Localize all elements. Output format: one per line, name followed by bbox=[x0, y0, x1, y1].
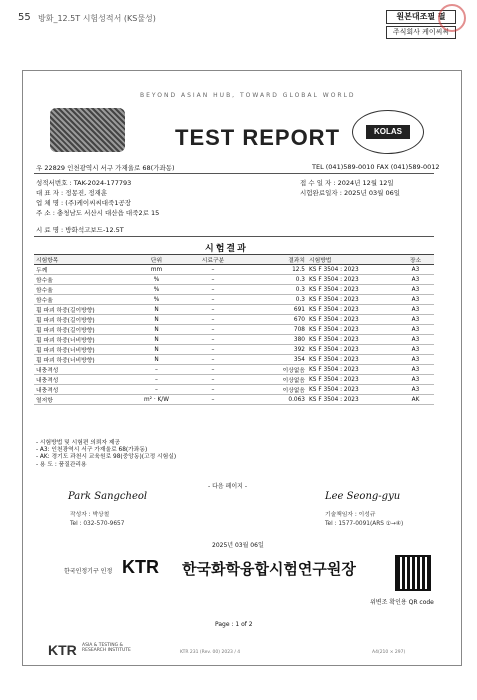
cell-result: 이상없음 bbox=[241, 375, 307, 385]
cell-sample: – bbox=[185, 335, 241, 345]
cell-method: KS F 3504 : 2023 bbox=[307, 375, 397, 385]
page-indicator: Page : 1 of 2 bbox=[215, 621, 253, 628]
cell-result: 380 bbox=[241, 335, 307, 345]
note-line: - 용 도 : 품질관리용 bbox=[36, 461, 87, 468]
column-header: 시험항목 bbox=[34, 255, 128, 265]
cell-result: 392 bbox=[241, 345, 307, 355]
note-line: - A3: 인천광역시 서구 가재울로 68(가좌동) bbox=[36, 447, 148, 454]
table-row bbox=[34, 335, 434, 345]
results-title: 시험결과 bbox=[205, 244, 248, 254]
cell-result: 708 bbox=[241, 325, 307, 335]
cell-unit: N bbox=[128, 335, 185, 345]
cell-place: AK bbox=[397, 395, 434, 405]
qr-code-icon[interactable] bbox=[395, 555, 431, 591]
cell-item: 함수율 bbox=[34, 285, 128, 295]
cell-place: A3 bbox=[397, 315, 434, 325]
cell-method: KS F 3504 : 2023 bbox=[307, 295, 397, 305]
cell-method: KS F 3504 : 2023 bbox=[307, 275, 397, 285]
author-name: 작성자 : 박상철 bbox=[70, 512, 110, 518]
cell-item: 휨 파괴 하중(너비방향) bbox=[34, 335, 128, 345]
cell-item: 내충격성 bbox=[34, 365, 128, 375]
cell-unit: – bbox=[128, 375, 185, 385]
author-tel: Tel : 032-570-9657 bbox=[70, 521, 125, 527]
table-header-row bbox=[34, 255, 434, 265]
note-line: - 시험방법 및 시험편 의뢰자 제공 bbox=[36, 440, 121, 446]
cell-result: 이상없음 bbox=[241, 365, 307, 375]
cell-sample: – bbox=[185, 315, 241, 325]
qr-caption: 위변조 확인용 QR code bbox=[370, 599, 434, 606]
completed-date: 시험완료일자 : 2025년 03월 06일 bbox=[300, 189, 401, 197]
cell-result: 0.3 bbox=[241, 295, 307, 305]
cell-item: 휨 파괴 하중(길이방향) bbox=[34, 305, 128, 315]
cell-place: A3 bbox=[397, 325, 434, 335]
document-title: 방화_12.5T 시험성적서 (KS물성) bbox=[38, 14, 156, 23]
stamp-line-1: 원본대조필 필 bbox=[386, 10, 456, 24]
security-pattern-icon bbox=[50, 108, 125, 152]
divider bbox=[34, 173, 434, 174]
cell-result: 0.063 bbox=[241, 395, 307, 405]
table-row bbox=[34, 345, 434, 355]
cell-result: 이상없음 bbox=[241, 385, 307, 395]
cell-sample: – bbox=[185, 395, 241, 405]
cell-place: A3 bbox=[397, 355, 434, 365]
results-table bbox=[34, 254, 434, 405]
received-date: 접 수 일 자 : 2024년 12월 12일 bbox=[300, 179, 394, 187]
cell-unit: N bbox=[128, 325, 185, 335]
table-row bbox=[34, 295, 434, 305]
cell-item: 휨 파괴 하중(너비방향) bbox=[34, 345, 128, 355]
cell-method: KS F 3504 : 2023 bbox=[307, 345, 397, 355]
cell-sample: – bbox=[185, 265, 241, 275]
cell-unit: N bbox=[128, 345, 185, 355]
cell-item: 휨 파괴 하중(길이방향) bbox=[34, 315, 128, 325]
table-row bbox=[34, 385, 434, 395]
cell-place: A3 bbox=[397, 285, 434, 295]
cell-method: KS F 3504 : 2023 bbox=[307, 335, 397, 345]
cell-method: KS F 3504 : 2023 bbox=[307, 395, 397, 405]
table-row bbox=[34, 355, 434, 365]
cell-sample: – bbox=[185, 365, 241, 375]
table-row bbox=[34, 395, 434, 405]
cell-place: A3 bbox=[397, 295, 434, 305]
institute-name: 한국화학융합시험연구원장 bbox=[182, 560, 356, 578]
cell-unit: N bbox=[128, 355, 185, 365]
cell-item: 열저항 bbox=[34, 395, 128, 405]
cell-sample: – bbox=[185, 375, 241, 385]
cell-unit: – bbox=[128, 385, 185, 395]
cell-unit: N bbox=[128, 315, 185, 325]
cell-result: 354 bbox=[241, 355, 307, 365]
report-title: TEST REPORT bbox=[175, 125, 341, 150]
page-header bbox=[0, 0, 477, 38]
cell-method: KS F 3504 : 2023 bbox=[307, 355, 397, 365]
cell-unit: % bbox=[128, 285, 185, 295]
footer-sub-line: ASIA & TESTING & bbox=[82, 643, 124, 648]
next-page-label: - 다음 페이지 - bbox=[208, 483, 248, 490]
cell-method: KS F 3504 : 2023 bbox=[307, 265, 397, 275]
footer-subtitle bbox=[82, 643, 131, 653]
divider bbox=[34, 236, 434, 237]
cell-place: A3 bbox=[397, 275, 434, 285]
cell-result: 0.3 bbox=[241, 285, 307, 295]
cell-sample: – bbox=[185, 275, 241, 285]
lab-address: 우 22829 인천광역시 서구 가재울로 68(가좌동) bbox=[36, 164, 175, 172]
footer-sub-line: RESEARCH INSTITUTE bbox=[82, 648, 131, 653]
column-header: 시험방법 bbox=[307, 255, 397, 265]
sample-name: 시 료 명 : 방화석고보드-12.5T bbox=[36, 226, 124, 234]
cell-method: KS F 3504 : 2023 bbox=[307, 365, 397, 375]
cell-place: A3 bbox=[397, 305, 434, 315]
cell-place: A3 bbox=[397, 345, 434, 355]
table-row bbox=[34, 315, 434, 325]
footer-form-code: KTR 231 (Rev. 00) 2023 / 4 bbox=[180, 650, 241, 655]
manager-signature: Lee Seong-gyu bbox=[325, 491, 401, 502]
cell-result: 12.5 bbox=[241, 265, 307, 275]
cell-item: 함수율 bbox=[34, 275, 128, 285]
cell-place: A3 bbox=[397, 365, 434, 375]
cell-result: 670 bbox=[241, 315, 307, 325]
table-row bbox=[34, 305, 434, 315]
cell-result: 691 bbox=[241, 305, 307, 315]
column-header: 단위 bbox=[128, 255, 185, 265]
cell-item: 휨 파괴 하중(길이방향) bbox=[34, 325, 128, 335]
table-row bbox=[34, 365, 434, 375]
footer-logo: KTR bbox=[48, 642, 77, 658]
cell-sample: – bbox=[185, 345, 241, 355]
ktr-logo: KTR bbox=[122, 557, 159, 577]
table-row bbox=[34, 285, 434, 295]
cell-unit: – bbox=[128, 365, 185, 375]
cell-unit: % bbox=[128, 295, 185, 305]
cell-item: 두께 bbox=[34, 265, 128, 275]
cell-method: KS F 3504 : 2023 bbox=[307, 325, 397, 335]
kolas-label: KOLAS bbox=[366, 125, 410, 139]
cell-unit: % bbox=[128, 275, 185, 285]
cell-sample: – bbox=[185, 325, 241, 335]
cell-method: KS F 3504 : 2023 bbox=[307, 315, 397, 325]
table-row bbox=[34, 275, 434, 285]
manager-tel: Tel : 1577-0091(ARS ①→④) bbox=[325, 521, 404, 527]
cell-method: KS F 3504 : 2023 bbox=[307, 305, 397, 315]
cell-item: 내충격성 bbox=[34, 375, 128, 385]
cell-place: A3 bbox=[397, 385, 434, 395]
cell-place: A3 bbox=[397, 265, 434, 275]
table-row bbox=[34, 325, 434, 335]
cell-place: A3 bbox=[397, 375, 434, 385]
company-address: 주 소 : 충청남도 서산시 대산읍 대죽2로 15 bbox=[36, 209, 160, 217]
company-seal-icon bbox=[438, 4, 466, 32]
column-header: 시료구분 bbox=[185, 255, 241, 265]
table-row bbox=[34, 375, 434, 385]
column-header: 장소 bbox=[397, 255, 434, 265]
cell-method: KS F 3504 : 2023 bbox=[307, 385, 397, 395]
cell-sample: – bbox=[185, 295, 241, 305]
cell-item: 내충격성 bbox=[34, 385, 128, 395]
cell-sample: – bbox=[185, 385, 241, 395]
cell-sample: – bbox=[185, 305, 241, 315]
company-name: 업 체 명 : (주)케이씨씨대죽1공장 bbox=[36, 199, 132, 207]
page-number: 55 bbox=[18, 12, 31, 23]
note-line: - AK: 경기도 과천시 교육원로 98(중앙동)(고정 시험실) bbox=[36, 454, 177, 461]
cell-unit: N bbox=[128, 305, 185, 315]
column-header: 결과치 bbox=[241, 255, 307, 265]
lab-contact: TEL (041)589-0010 FAX (041)589-0012 bbox=[312, 163, 440, 171]
accreditation-label: 한국인정기구 인정 bbox=[64, 568, 113, 575]
tagline: BEYOND ASIAN HUB, TOWARD GLOBAL WORLD bbox=[140, 92, 356, 99]
cell-sample: – bbox=[185, 285, 241, 295]
author-signature: Park Sangcheol bbox=[68, 491, 148, 502]
cell-sample: – bbox=[185, 355, 241, 365]
cell-item: 함수율 bbox=[34, 295, 128, 305]
cell-item: 휨 파괴 하중(너비방향) bbox=[34, 355, 128, 365]
manager-name: 기술책임자 : 이성규 bbox=[325, 512, 376, 518]
cell-method: KS F 3504 : 2023 bbox=[307, 285, 397, 295]
kolas-logo-icon bbox=[352, 110, 424, 154]
stamp-line-2: 주식회사 케이씨씨 bbox=[386, 26, 456, 39]
cell-place: A3 bbox=[397, 335, 434, 345]
cell-unit: m² · K/W bbox=[128, 395, 185, 405]
cert-number: 성적서번호 : TAK-2024-177793 bbox=[36, 179, 132, 187]
cell-result: 0.3 bbox=[241, 275, 307, 285]
representative: 대 표 자 : 정몽진, 정재훈 bbox=[36, 189, 108, 197]
cell-unit: mm bbox=[128, 265, 185, 275]
table-row bbox=[34, 265, 434, 275]
notes bbox=[36, 440, 176, 469]
issue-date: 2025년 03월 06일 bbox=[212, 542, 264, 549]
footer-paper-size: A4(210 × 297) bbox=[372, 650, 406, 655]
